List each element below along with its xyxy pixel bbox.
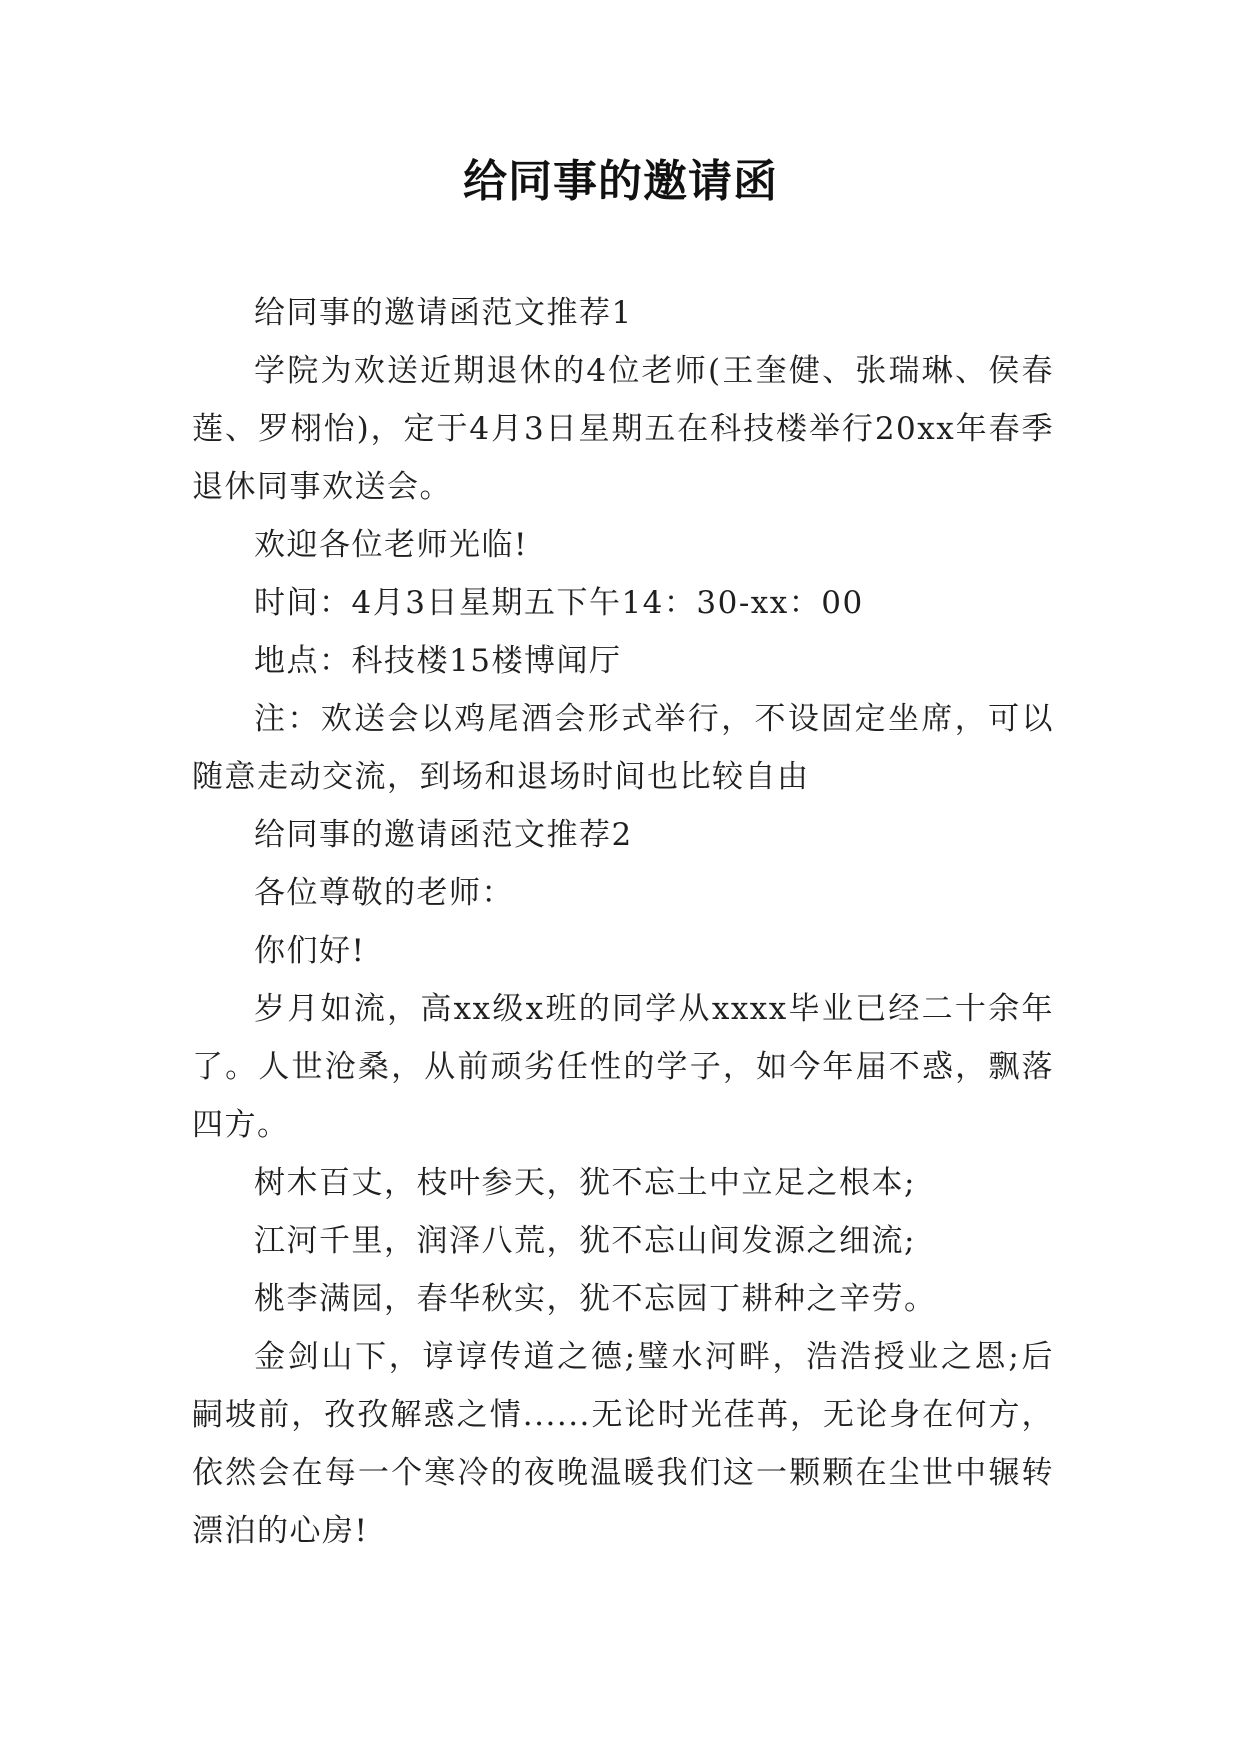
section-heading-2: 给同事的邀请函范文推荐2 <box>254 817 633 853</box>
document-body <box>192 284 1054 1560</box>
paragraph-years: 岁月如流，高xx级x班的同学从xxxx毕业已经二十余年了。人世沧桑，从前顽劣任性的学子，如今年届不惑，飘落四方。 <box>192 991 1054 1143</box>
paragraph-welcome: 欢迎各位老师光临! <box>254 527 528 563</box>
paragraph-gratitude: 金剑山下，谆谆传道之德;璧水河畔，浩浩授业之恩;后嗣坡前，孜孜解惑之情......无论时光荏苒，无论身在何方，依然会在每一个寒冷的夜晚温暖我们这一颗颗在尘世中辗转漂泊的心房! <box>192 1339 1054 1549</box>
paragraph-greeting: 你们好! <box>254 933 366 969</box>
paragraph-announcement: 学院为欢送近期退休的4位老师(王奎健、张瑞琳、侯春莲、罗栩怡)，定于4月3日星期五在科技楼举行20xx年春季退休同事欢送会。 <box>192 353 1054 505</box>
paragraph-peaches: 桃李满园，春华秋实，犹不忘园丁耕种之辛劳。 <box>254 1281 937 1317</box>
section-heading-1: 给同事的邀请函范文推荐1 <box>254 295 633 331</box>
document-title: 给同事的邀请函 <box>463 156 778 207</box>
paragraph-trees: 树木百丈，枝叶参天，犹不忘土中立足之根本; <box>254 1165 916 1201</box>
paragraph-location: 地点：科技楼15楼博闻厅 <box>254 643 622 679</box>
paragraph-time: 时间：4月3日星期五下午14：30-xx：00 <box>254 585 864 621</box>
paragraph-note: 注：欢送会以鸡尾酒会形式举行，不设固定坐席，可以随意走动交流，到场和退场时间也比较自由 <box>192 701 1054 795</box>
paragraph-rivers: 江河千里，润泽八荒，犹不忘山间发源之细流; <box>254 1223 916 1259</box>
paragraph-salutation: 各位尊敬的老师： <box>254 875 514 911</box>
